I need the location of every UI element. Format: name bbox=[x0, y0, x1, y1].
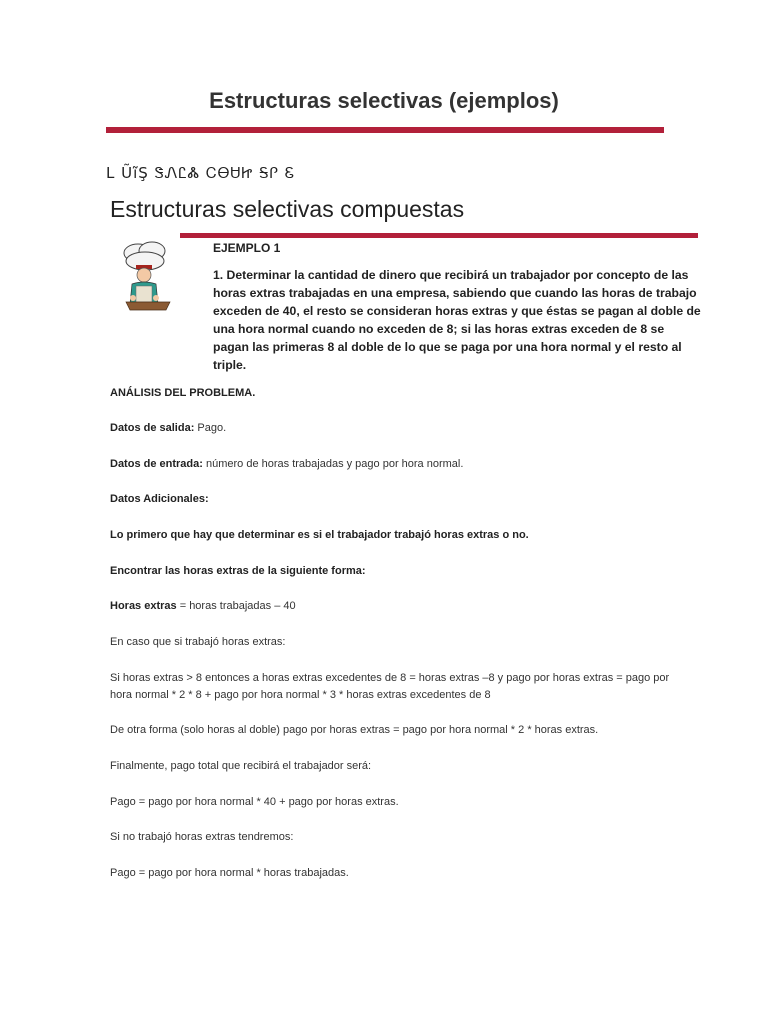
datos-salida bbox=[110, 420, 700, 437]
datos-salida-label: Datos de salida: bbox=[110, 422, 195, 434]
chef-illustration bbox=[112, 240, 178, 320]
pago-formula-2: Pago = pago por hora normal * horas trabajadas. bbox=[110, 867, 349, 879]
example-label: EJEMPLO 1 bbox=[213, 241, 281, 255]
finalmente-text: Finalmente, pago total que recibirá el trabajador será: bbox=[110, 760, 372, 772]
section-title: Estructuras selectivas compuestas bbox=[110, 196, 465, 222]
horas-extras-value: = horas trabajadas – 40 bbox=[176, 600, 296, 612]
datos-salida-value: Pago. bbox=[194, 422, 227, 434]
section-divider bbox=[180, 233, 698, 238]
datos-entrada bbox=[110, 456, 700, 473]
otra-forma-text: De otra forma (solo horas al doble) pago por horas extras = pago por hora normal * 2 * horas extras. bbox=[110, 724, 599, 736]
datos-entrada-label: Datos de entrada: bbox=[110, 458, 203, 470]
datos-entrada-value: número de horas trabajadas y pago por hora normal. bbox=[202, 458, 464, 470]
analysis-heading: ANÁLISIS DEL PROBLEMA. bbox=[110, 387, 256, 399]
si-no-text: Si no trabajó horas extras tendremos: bbox=[110, 831, 294, 843]
caso-si-text: En caso que si trabajó horas extras: bbox=[110, 636, 286, 648]
page-title: Estructuras selectivas (ejemplos) bbox=[209, 88, 559, 113]
garbled-subtitle: L ŨĩŞ ᏕᏁᏝᏜ ᏟᎾᏌᏥ ᎦᎵ Ꮛ bbox=[106, 164, 296, 182]
primero-text: Lo primero que hay que determinar es si el trabajador trabajó horas extras o no. bbox=[110, 529, 529, 541]
title-divider bbox=[106, 127, 664, 133]
problem-statement: 1. Determinar la cantidad de dinero que recibirá un trabajador por concepto de las horas extras trabajadas en una empresa, sabiendo que cuando las horas de trabajo exceden de 40, el resto se consideran horas extras y que éstas se pagan al doble de una hora normal cuando no exceden de 8; si las horas extras exceden de 8 se pagan las primeras 8 al doble de lo que se paga por una hora normal y el resto al triple. bbox=[213, 268, 701, 372]
pago-formula-1: Pago = pago por hora normal * 40 + pago por horas extras. bbox=[110, 796, 399, 808]
encontrar-text: Encontrar las horas extras de la siguiente forma: bbox=[110, 565, 366, 577]
horas-extras-label: Horas extras bbox=[110, 600, 177, 612]
horas-extras-formula bbox=[110, 598, 700, 615]
datos-adicionales-label: Datos Adicionales: bbox=[110, 493, 209, 505]
si-horas-text: Si horas extras > 8 entonces a horas extras excedentes de 8 = horas extras –8 y pago por horas extras = pago por hora normal * 2 * 8 + pago por hora normal * 3 * horas extras excedentes de 8 bbox=[110, 672, 670, 701]
